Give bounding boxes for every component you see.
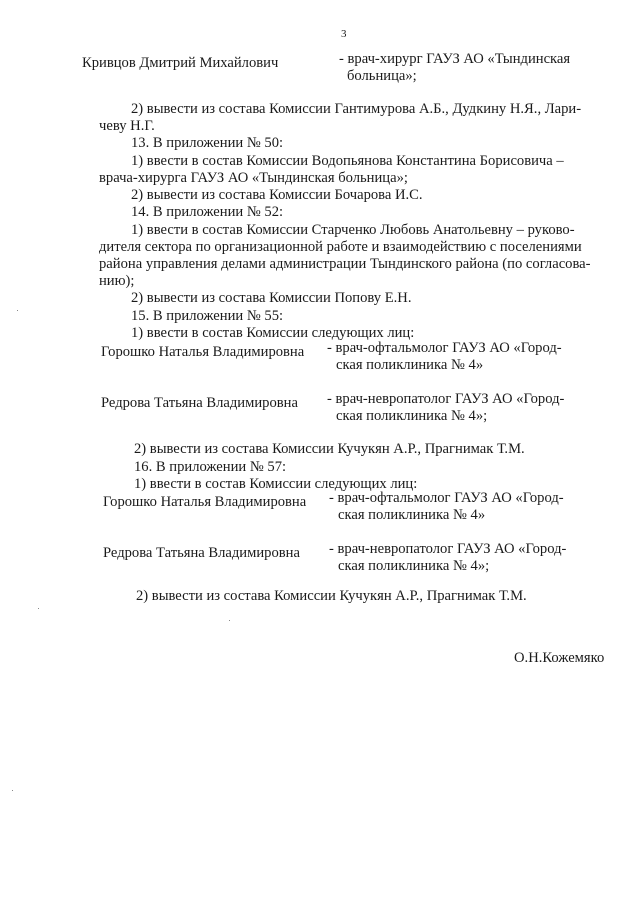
signature-name: О.Н.Кожемяко (514, 650, 605, 666)
paragraph-line: района управления делами администрации Тындинского района (по согласова- (99, 256, 591, 272)
section-heading: 13. В приложении № 50: (131, 135, 284, 151)
member-role-line: - врач-невропатолог ГАУЗ АО «Город- (327, 391, 565, 407)
paragraph-line: врача-хирурга ГАУЗ АО «Тындинская больница»; (99, 170, 408, 186)
scan-speck (38, 608, 39, 609)
section-heading: 14. В приложении № 52: (131, 204, 284, 220)
paragraph-line: 1) ввести в состав Комиссии следующих лиц: (131, 325, 415, 341)
scan-speck (12, 790, 13, 791)
member-role-line: ская поликлиника № 4» (336, 357, 484, 373)
paragraph-line: 2) вывести из состава Комиссии Попову Е.Н. (131, 290, 412, 306)
paragraph-line: чеву Н.Г. (99, 118, 155, 134)
member-role-line: ская поликлиника № 4»; (338, 558, 490, 574)
paragraph-line: 1) ввести в состав Комиссии следующих лиц: (134, 476, 418, 492)
member-name: Кривцов Дмитрий Михайлович (82, 55, 279, 71)
member-role-line: - врач-невропатолог ГАУЗ АО «Город- (329, 541, 567, 557)
member-role-line: ская поликлиника № 4»; (336, 408, 488, 424)
paragraph-line: 2) вывести из состава Комиссии Кучукян А.Р., Прагнимак Т.М. (134, 441, 525, 457)
page-number: 3 (341, 28, 347, 40)
member-name: Горошко Наталья Владимировна (103, 494, 307, 510)
section-heading: 16. В приложении № 57: (134, 459, 287, 475)
section-heading: 15. В приложении № 55: (131, 308, 284, 324)
paragraph-line: 1) ввести в состав Комиссии Водопьянова Константина Борисовича – (131, 153, 564, 169)
member-role-line: - врач-офтальмолог ГАУЗ АО «Город- (327, 340, 562, 356)
paragraph-line: 2) вывести из состава Комиссии Гантимурова А.Б., Дудкину Н.Я., Лари- (131, 101, 582, 117)
member-name: Горошко Наталья Владимировна (101, 344, 305, 360)
paragraph-line: 2) вывести из состава Комиссии Бочарова И.С. (131, 187, 423, 203)
member-role-line: больница»; (347, 68, 417, 84)
member-role-line: ская поликлиника № 4» (338, 507, 486, 523)
member-name: Редрова Татьяна Владимировна (103, 545, 300, 561)
member-role-line: - врач-офтальмолог ГАУЗ АО «Город- (329, 490, 564, 506)
paragraph-line: дителя сектора по организационной работе и взаимодействию с поселениями (99, 239, 582, 255)
paragraph-line: 1) ввести в состав Комиссии Старченко Любовь Анатольевну – руково- (131, 222, 575, 238)
member-role-line: - врач-хирург ГАУЗ АО «Тындинская (339, 51, 571, 67)
scan-speck (229, 620, 230, 621)
member-name: Редрова Татьяна Владимировна (101, 395, 298, 411)
paragraph-line: нию); (99, 273, 135, 289)
scan-speck (17, 310, 18, 311)
paragraph-line: 2) вывести из состава Комиссии Кучукян А.Р., Прагнимак Т.М. (136, 588, 527, 604)
